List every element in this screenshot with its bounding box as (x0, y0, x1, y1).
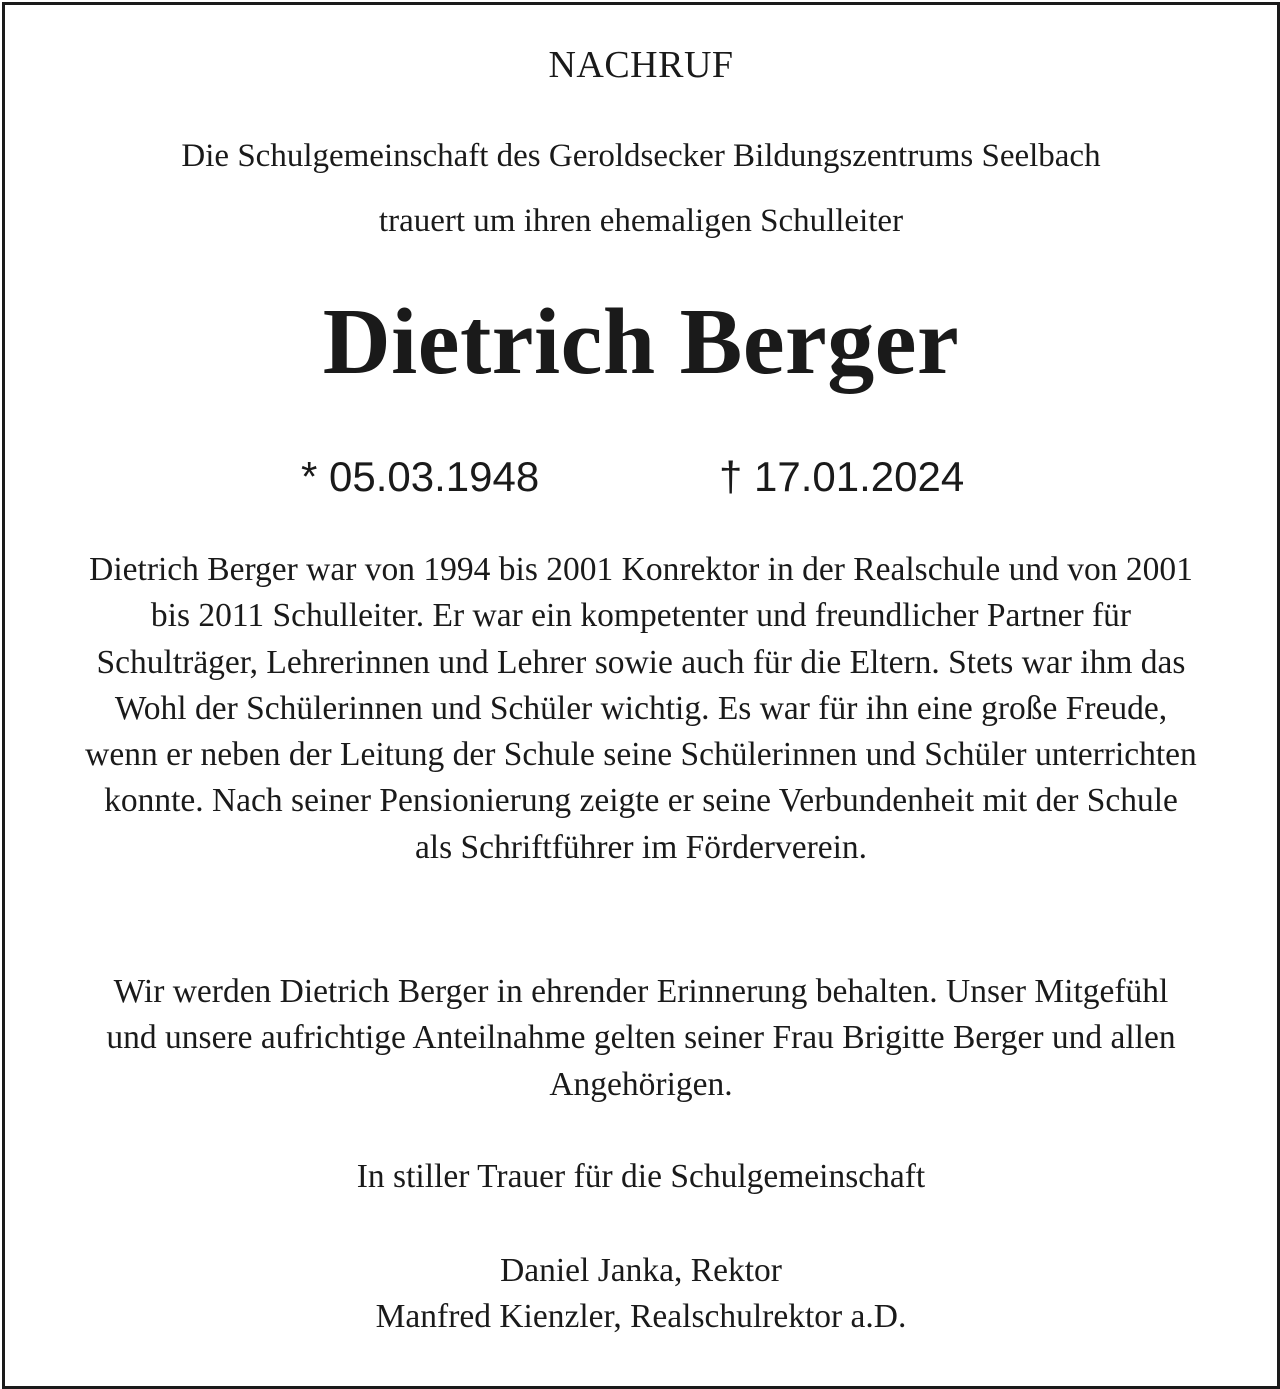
closing-line: In stiller Trauer für die Schulgemeinschaft (356, 1158, 926, 1195)
intro-line-2: trauert um ihren ehemaligen Schulleiter (378, 203, 904, 239)
signatory-2: Manfred Kienzler, Realschulrektor a.D. (375, 1298, 907, 1335)
tribute-paragraph: Dietrich Berger war von 1994 bis 2001 Konrektor in der Realschule und von 2001 bis 2011 Schulleiter. Er war ein kompetenter und freundlicher Partner für Schulträger, Lehrerinnen und Lehrer sowie auch für die Eltern. Stets war ihm das Wohl der Schülerinnen und Schüler wichtig. Es war für ihn eine große Freude, wenn er neben der Leitung der Schule seine Schülerinnen und Schüler unterrichten konnte. Nach seiner Pensionierung zeigte er seine Verbundenheit mit der Schule als Schriftführer im Förderverein. (85, 551, 1197, 866)
intro-line-1: Die Schulgemeinschaft des Geroldsecker Bildungszentrums Seelbach (181, 138, 1101, 174)
death-date: † 17.01.2024 (719, 453, 965, 500)
deceased-name: Dietrich Berger (322, 290, 960, 394)
signatures (5, 1248, 1277, 1340)
obituary-notice (2, 2, 1280, 1389)
birth-date: * 05.03.1948 (301, 453, 540, 500)
signatory-1: Daniel Janka, Rektor (500, 1252, 782, 1289)
notice-heading: NACHRUF (548, 44, 734, 86)
condolence-paragraph: Wir werden Dietrich Berger in ehrender Erinnerung behalten. Unser Mitgefühl und unsere aufrichtige Anteilnahme gelten seiner Frau Brigitte Berger und allen Angehörigen. (106, 973, 1176, 1103)
